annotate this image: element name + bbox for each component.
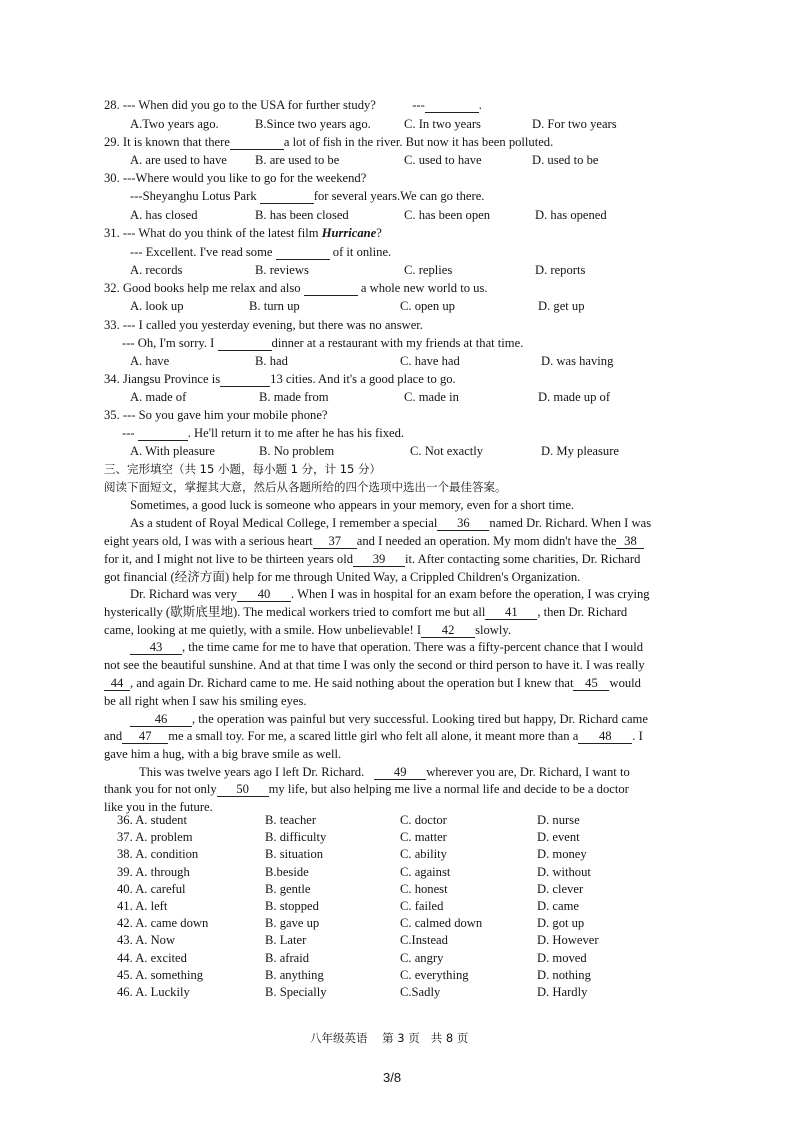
q30-option-d: D. has opened <box>535 208 607 222</box>
blank-37: 37 <box>313 535 357 549</box>
q31-option-d: D. reports <box>535 263 586 277</box>
choice-option: 37. A. problem <box>117 830 193 845</box>
choice-option: D. event <box>537 830 580 845</box>
q32-stem-pre: 32. Good books help me relax and also <box>104 281 301 295</box>
passage-text: hysterically (歇斯底里地). The medical workers tried to comfort me but all <box>104 605 486 619</box>
choice-option: B. Specially <box>265 985 327 999</box>
choice-option: 46. A. Luckily <box>117 985 190 999</box>
passage-line <box>104 676 641 691</box>
q28-option-a: A.Two years ago. <box>130 117 219 131</box>
q29-stem-pre: 29. It is known that there <box>104 135 230 149</box>
passage-text: Dr. Richard was very <box>130 587 238 601</box>
blank-45: 45 <box>573 677 609 691</box>
choice-option: 45. A. something <box>117 967 204 982</box>
question-30: 30. ---Where would you like to go for the weekend? <box>104 171 367 185</box>
q33-option-a: A. have <box>130 354 170 368</box>
choice-option: C.Instead <box>400 933 448 948</box>
passage-line: be all right when I saw his smiling eyes. <box>104 694 307 708</box>
passage-text: , and again Dr. Richard came to me. He said nothing about the operation but I knew that <box>130 676 574 690</box>
choice-option: C. failed <box>400 899 444 913</box>
q29-option-b: B. are used to be <box>255 153 340 167</box>
passage-line: got financial (经济方面) help for me through United Way, a Crippled Children's Organization. <box>104 570 581 584</box>
choice-option: D. nothing <box>537 967 591 982</box>
passage-text: slowly. <box>475 623 512 637</box>
passage-line <box>104 552 640 567</box>
blank-44: 44 <box>104 677 130 691</box>
passage-text: my life, but also helping me live a normal life and decide to be a doctor <box>268 782 629 796</box>
answer-blank <box>276 246 330 260</box>
passage-line <box>104 782 629 797</box>
q35-line2-post: . He'll return it to me after he has his fixed. <box>187 426 405 440</box>
blank-36: 36 <box>437 517 489 531</box>
q34-option-a: A. made of <box>130 390 187 404</box>
passage-line <box>104 623 511 638</box>
answer-blank <box>220 373 270 387</box>
q35-option-b: B. No problem <box>259 444 335 458</box>
choice-option: D. Hardly <box>537 985 588 999</box>
choice-option: 39. A. through <box>117 864 190 879</box>
q34-stem-post: 13 cities. And it's a good place to go. <box>270 372 456 386</box>
q29-option-a: A. are used to have <box>130 153 227 167</box>
footer-page: 第 3 页 <box>382 1031 420 1045</box>
passage-line <box>130 587 650 602</box>
footer-total: 共 8 页 <box>430 1031 469 1045</box>
q31-film-title: Hurricane <box>321 226 377 240</box>
q28-option-d: D. For two years <box>532 117 617 131</box>
q34-option-d: D. made up of <box>538 390 611 404</box>
q30-line2 <box>130 189 484 204</box>
q33-option-d: D. was having <box>541 354 614 368</box>
q34-option-c: C. made in <box>404 390 459 404</box>
choice-option: C. doctor <box>400 813 447 827</box>
q29-option-c: C. used to have <box>404 153 482 167</box>
passage-text: and <box>104 729 123 743</box>
q32-stem-post: a whole new world to us. <box>360 281 488 295</box>
passage-line: not see the beautiful sunshine. And at that time I was only the second or third person to have it. I was really <box>104 658 645 672</box>
q35-line2-pre: --- <box>122 426 135 440</box>
passage-text: , then Dr. Richard <box>537 605 628 619</box>
q30-line2-post: for several years.We can go there. <box>313 189 485 203</box>
choice-option: B. stopped <box>265 899 319 913</box>
passage-line <box>130 712 648 727</box>
answer-blank <box>304 282 358 296</box>
passage-text: . When I was in hospital for an exam before the operation, I was crying <box>291 587 650 601</box>
passage-text: wherever you are, Dr. Richard, I want to <box>426 765 630 779</box>
q31-option-a: A. records <box>130 263 183 277</box>
footer-subject: 八年级英语 <box>310 1031 368 1045</box>
q35-line2 <box>122 426 404 441</box>
q28-answer-dash: --- <box>412 98 425 112</box>
q33-line2 <box>122 336 523 351</box>
choice-option: B. gave up <box>265 916 320 931</box>
passage-line <box>139 765 630 780</box>
blank-39: 39 <box>353 553 405 567</box>
passage-line <box>104 534 644 549</box>
choice-option: 40. A. careful <box>117 881 186 896</box>
choice-option: B. anything <box>265 967 324 982</box>
question-28 <box>104 98 482 113</box>
q35-option-d: D. My pleasure <box>541 444 619 458</box>
answer-blank <box>138 427 188 441</box>
choice-option: D. came <box>537 899 579 913</box>
choice-option: C. matter <box>400 830 447 845</box>
choice-option: B. teacher <box>265 813 317 827</box>
q31-stem-post: ? <box>376 226 382 240</box>
answer-blank <box>260 190 314 204</box>
q31-stem-pre: 31. --- What do you think of the latest film <box>104 226 319 240</box>
passage-text: for it, and I might not live to be thirteen years old <box>104 552 354 566</box>
page-indicator: 3/8 <box>383 1070 402 1085</box>
blank-47: 47 <box>122 730 168 744</box>
blank-49: 49 <box>374 766 426 780</box>
choice-option: 36. A. student <box>117 813 187 827</box>
q28-period: . <box>478 98 482 112</box>
blank-42: 42 <box>421 624 475 638</box>
passage-text: would <box>609 676 641 690</box>
q30-option-b: B. has been closed <box>255 208 349 222</box>
question-29 <box>104 135 553 150</box>
choice-option: D. moved <box>537 950 587 965</box>
q32-option-b: B. turn up <box>249 299 300 313</box>
blank-50: 50 <box>217 783 269 797</box>
passage-text: and I needed an operation. My mom didn't have the <box>356 534 617 548</box>
choice-option: B. Later <box>265 933 307 948</box>
passage-text: named Dr. Richard. When I was <box>489 516 652 530</box>
q33-option-c: C. have had <box>400 354 460 368</box>
answer-blank <box>230 136 284 150</box>
blank-46: 46 <box>130 713 192 727</box>
choice-option: B.beside <box>265 864 309 879</box>
question-32 <box>104 281 488 296</box>
choice-option: D. got up <box>537 916 585 931</box>
choice-option: D. However <box>537 933 599 948</box>
q31-line2-post: of it online. <box>332 245 392 259</box>
choice-option: D. nurse <box>537 813 580 827</box>
choice-option: C. everything <box>400 967 469 982</box>
page-footer <box>310 1030 468 1046</box>
choice-option: 38. A. condition <box>117 847 199 862</box>
q35-option-c: C. Not exactly <box>410 444 484 458</box>
passage-text: eight years old, I was with a serious heart <box>104 534 313 548</box>
choice-option: D. money <box>537 847 587 862</box>
q31-line2-pre: --- Excellent. I've read some <box>130 245 273 259</box>
passage-text: me a small toy. For me, a scared little girl who felt all alone, it meant more than a <box>168 729 579 743</box>
choice-option: D. clever <box>537 881 584 896</box>
passage-line <box>130 516 651 531</box>
question-31 <box>104 226 382 241</box>
q33-option-b: B. had <box>255 354 288 368</box>
q30-option-c: C. has been open <box>404 208 491 222</box>
section-heading: 三、完形填空（共 15 小题，每小题 1 分，计 15 分） <box>104 462 382 476</box>
passage-line <box>104 605 627 620</box>
answer-blank <box>218 337 272 351</box>
passage-text: , the time came for me to have that operation. There was a fifty-percent chance that I would <box>182 640 643 654</box>
choice-option: 42. A. came down <box>117 916 209 931</box>
q32-option-c: C. open up <box>400 299 455 313</box>
blank-43: 43 <box>130 641 182 655</box>
q28-option-b: B.Since two years ago. <box>255 117 371 131</box>
choice-option: C. honest <box>400 881 448 896</box>
choice-option: C. ability <box>400 847 447 862</box>
passage-text: As a student of Royal Medical College, I remember a special <box>130 516 438 530</box>
passage-text: , the operation was painful but very successful. Looking tired but happy, Dr. Richard came <box>192 712 648 726</box>
q30-line2-pre: ---Sheyanghu Lotus Park <box>130 189 257 203</box>
question-34 <box>104 372 456 387</box>
choice-option: B. afraid <box>265 950 310 965</box>
q29-stem-post: a lot of fish in the river. But now it has been polluted. <box>283 135 554 149</box>
q33-line2-pre: --- Oh, I'm sorry. I <box>122 336 215 350</box>
q32-option-d: D. get up <box>538 299 585 313</box>
q30-option-a: A. has closed <box>130 208 198 222</box>
answer-blank <box>425 99 479 113</box>
passage-text: . I <box>632 729 643 743</box>
choice-option: C. against <box>400 864 451 879</box>
passage-text: This was twelve years ago I left Dr. Richard. <box>139 765 365 779</box>
passage-text: it. After contacting some charities, Dr. Richard <box>405 552 641 566</box>
choice-option: B. situation <box>265 847 324 862</box>
blank-38: 38 <box>616 535 644 549</box>
q31-option-c: C. replies <box>404 263 453 277</box>
choice-option: B. gentle <box>265 881 311 896</box>
passage-text: came, looking at me quietly, with a smile. How unbelievable! I <box>104 623 422 637</box>
q28-option-c: C. In two years <box>404 117 481 131</box>
choice-option: C.Sadly <box>400 985 441 999</box>
q35-option-a: A. With pleasure <box>130 444 215 458</box>
choice-option: 43. A. Now <box>117 933 176 948</box>
passage-line <box>130 640 643 655</box>
q29-option-d: D. used to be <box>532 153 599 167</box>
q34-option-b: B. made from <box>259 390 329 404</box>
question-33: 33. --- I called you yesterday evening, but there was no answer. <box>104 318 423 332</box>
passage-line <box>104 729 643 744</box>
choice-option: C. calmed down <box>400 916 483 931</box>
question-35: 35. --- So you gave him your mobile phone? <box>104 408 328 422</box>
passage-line: like you in the future. <box>104 800 213 814</box>
passage-line: gave him a hug, with a big brave smile as well. <box>104 747 342 761</box>
section-instruction: 阅读下面短文，掌握其大意，然后从各题所给的四个选项中选出一个最佳答案。 <box>104 480 507 494</box>
q28-stem: 28. --- When did you go to the USA for further study? <box>104 98 376 112</box>
q31-line2 <box>130 245 391 260</box>
passage-text: thank you for not only <box>104 782 217 796</box>
blank-40: 40 <box>237 588 291 602</box>
q32-option-a: A. look up <box>130 299 184 313</box>
q31-option-b: B. reviews <box>255 263 309 277</box>
choice-option: C. angry <box>400 950 444 965</box>
choice-option: D. without <box>537 864 591 879</box>
q34-stem-pre: 34. Jiangsu Province is <box>104 372 221 386</box>
choice-option: 44. A. excited <box>117 950 187 965</box>
passage-line: Sometimes, a good luck is someone who appears in your memory, even for a short time. <box>130 498 575 512</box>
q33-line2-post: dinner at a restaurant with my friends at that time. <box>271 336 524 350</box>
choice-option: 41. A. left <box>117 899 168 913</box>
choice-option: B. difficulty <box>265 830 327 845</box>
blank-48: 48 <box>578 730 632 744</box>
blank-41: 41 <box>485 606 537 620</box>
